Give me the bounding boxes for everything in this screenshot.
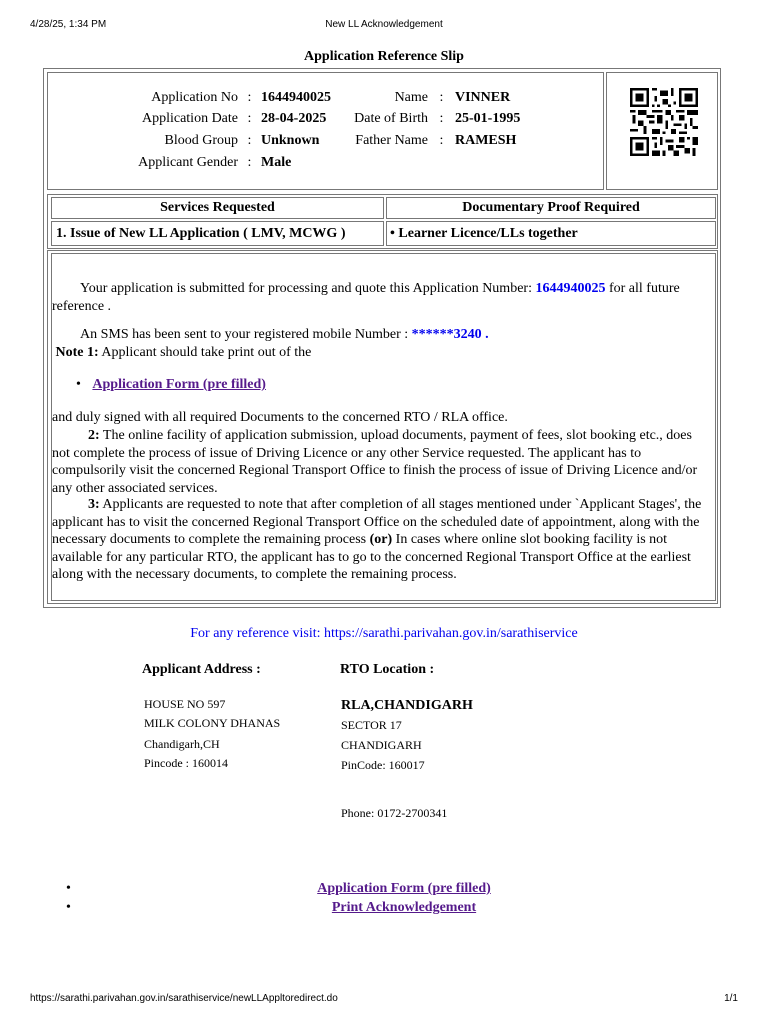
sms-paragraph: An SMS has been sent to your registered mobile Number : ******3240 .: [80, 327, 489, 342]
print-footer-url: https://sarathi.parivahan.gov.in/sarathiservice/newLLAppltoredirect.do: [30, 993, 338, 1004]
documentary-proof-header: Documentary Proof Required: [462, 200, 640, 215]
blood-group-label: Blood Group: [164, 133, 238, 148]
rto-line-2: CHANDIGARH: [341, 738, 422, 752]
print-datetime: 4/28/25, 1:34 PM: [30, 19, 107, 30]
bullet: •: [66, 900, 71, 915]
bullet: •: [66, 881, 71, 896]
address-pincode: Pincode : 160014: [144, 756, 228, 770]
rto-phone: Phone: 0172-2700341: [341, 806, 448, 820]
print-acknowledgement-link[interactable]: Print Acknowledgement: [331, 900, 477, 915]
application-form-bottom-link[interactable]: Application Form (pre filled): [317, 881, 491, 896]
note-1-continuation: and duly signed with all required Documents to the concerned RTO / RLA office.: [52, 410, 508, 425]
print-page-number: 1/1: [724, 993, 738, 1004]
dob-label: Date of Birth: [354, 111, 428, 126]
app-date-label: Application Date: [141, 111, 238, 126]
services-requested-header: Services Requested: [160, 200, 275, 215]
bullet: •: [76, 377, 81, 392]
address-line-2: MILK COLONY DHANAS: [144, 716, 281, 730]
father-name-label: Father Name: [355, 133, 428, 148]
father-name-value: RAMESH: [455, 133, 517, 148]
address-line-3: Chandigarh,CH: [144, 737, 220, 751]
slip-title: Application Reference Slip: [304, 49, 464, 64]
gender-value: Male: [261, 155, 292, 170]
app-no-value: 1644940025: [261, 90, 331, 105]
submission-paragraph: Your application is submitted for processing and quote this Application Number: 1644940025 for all future reference .: [52, 281, 680, 314]
rto-line-1: SECTOR 17: [341, 718, 402, 732]
address-line-1: HOUSE NO 597: [144, 697, 226, 711]
rto-name: RLA,CHANDIGARH: [341, 698, 473, 713]
masked-mobile-number: ******3240 .: [411, 327, 489, 342]
documentary-proof-value: • Learner Licence/LLs together: [390, 226, 578, 241]
application-form-link[interactable]: Application Form (pre filled): [92, 377, 266, 392]
print-page-title: New LL Acknowledgement: [325, 19, 443, 30]
blood-group-value: Unknown: [261, 133, 320, 148]
app-date-value: 28-04-2025: [261, 111, 327, 126]
applicant-address-label: Applicant Address :: [142, 662, 261, 677]
note-1: Note 1: Applicant should take print out of the: [55, 345, 312, 360]
app-no-label: Application No: [151, 90, 238, 105]
dob-value: 25-01-1995: [455, 111, 521, 126]
gender-label: Applicant Gender: [138, 155, 238, 170]
rto-location-label: RTO Location :: [340, 662, 435, 677]
reference-visit-text: For any reference visit: https://sarathi.parivahan.gov.in/sarathiservice: [190, 626, 578, 641]
service-requested-value: 1. Issue of New LL Application ( LMV, MCWG ): [56, 226, 346, 241]
qr-code: [630, 88, 698, 156]
note-2: 2: The online facility of application submission, upload documents, payment of fees, slot booking etc., does not complete the process of issue of Driving Licence or any other Service requested. The applicant has to compulsorily visit the concerned Regional Transport Office to finish the process of issue of Driving Licence and/or any other associated services.: [52, 428, 698, 496]
application-number-highlight: 1644940025: [535, 281, 606, 296]
name-label: Name: [394, 90, 428, 105]
rto-pincode: PinCode: 160017: [341, 758, 425, 772]
note-3: 3: Applicants are requested to note that after completion of all stages mentioned under `Applicant Stages', the applicant has to visit the concerned Regional Transport Office on the scheduled date of appointment, along with the necessary documents to complete the remaining process (or) In cases where online slot booking facility is not available for any particular RTO, the applicant has to go to the concerned Regional Transport Office at the earliest along with the necessary documents, to complete the remaining process.: [52, 497, 702, 583]
name-value: VINNER: [455, 90, 511, 105]
